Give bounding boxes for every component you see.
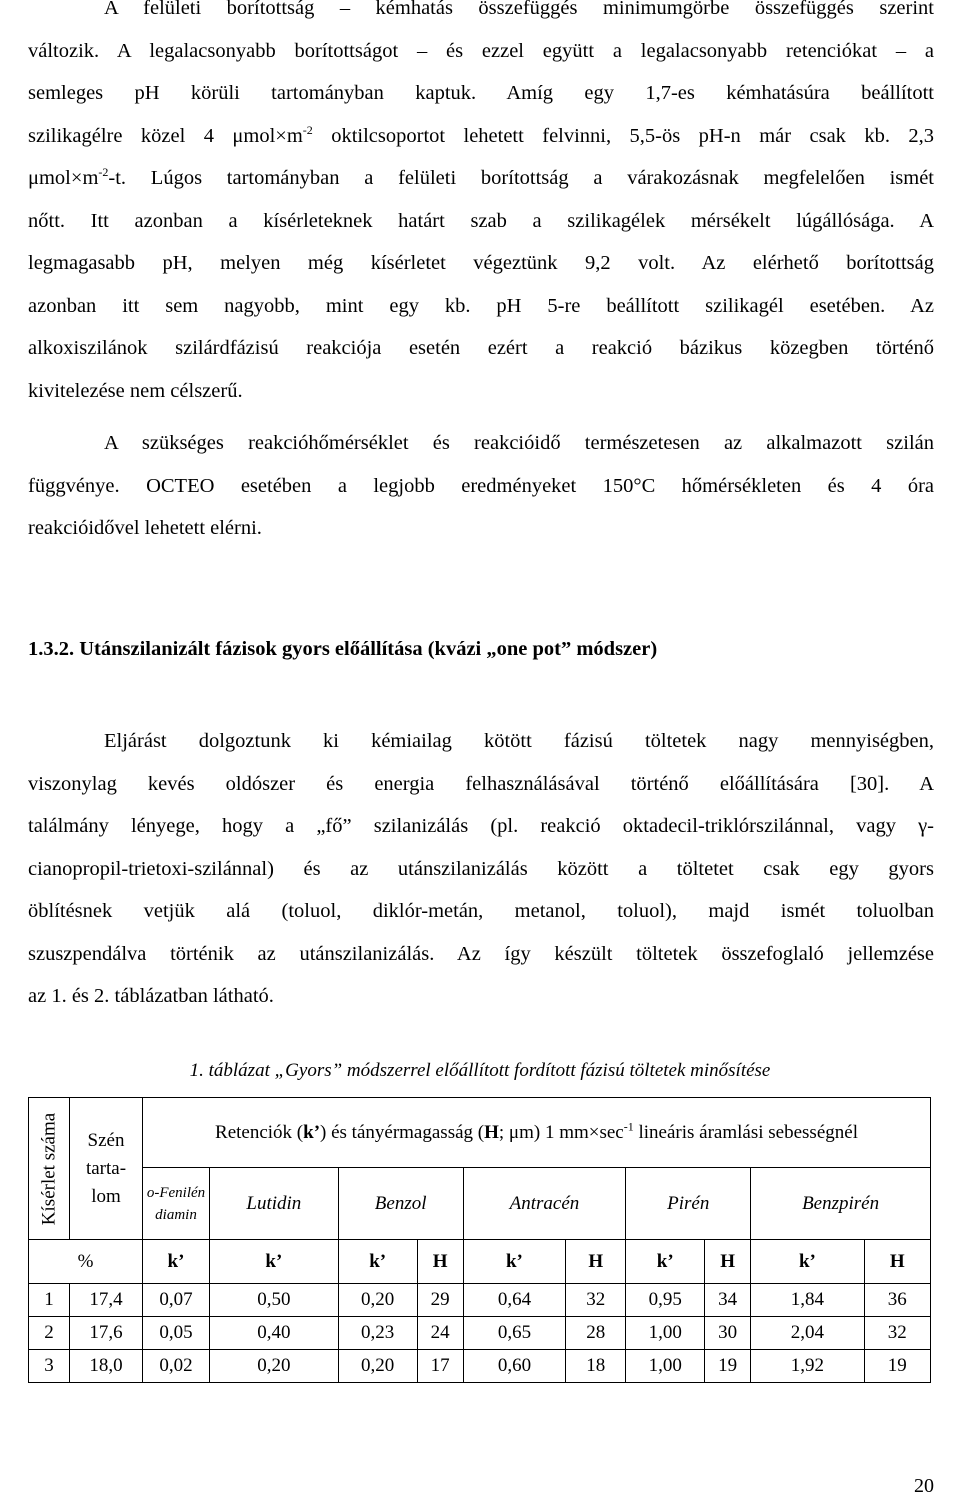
- para3-line: szuszpendálva történik az utánszilanizálás. Az így készült töltetek összefoglaló jellemzése: [28, 942, 934, 965]
- unit-header: k’: [751, 1240, 864, 1284]
- experiment-number-header: Kísérlet száma: [29, 1098, 70, 1240]
- table-cell: 19: [705, 1350, 751, 1383]
- table-row: [29, 1317, 931, 1350]
- section-heading: 1.3.2. Utánszilanizált fázisok gyors előállítása (kvázi „one pot” módszer): [28, 638, 658, 660]
- para2-line: függvénye. OCTEO esetében a legjobb eredményeket 150°C hőmérsékleten és 4 óra: [28, 474, 934, 497]
- paragraph-3: [28, 720, 934, 1018]
- table-cell: 32: [864, 1317, 930, 1350]
- unit-header: k’: [626, 1240, 705, 1284]
- table-cell: 0,20: [338, 1284, 417, 1317]
- table-cell: 0,40: [210, 1317, 339, 1350]
- para3-line: az 1. és 2. táblázatban látható.: [28, 985, 274, 1007]
- compound-header: Antracén: [463, 1168, 626, 1240]
- para1-line: semleges pH körüli tartományban kaptuk. Amíg egy 1,7-es kémhatásúra beállított: [28, 82, 934, 104]
- table-cell: 2,04: [751, 1317, 864, 1350]
- table-cell: 0,07: [143, 1284, 210, 1317]
- table-cell: 0,60: [463, 1350, 566, 1383]
- results-table: [28, 1097, 931, 1383]
- unit-header: H: [566, 1240, 626, 1284]
- table-cell: 0,64: [463, 1284, 566, 1317]
- page-number: 20: [914, 1475, 934, 1497]
- para1-line: legmagasabb pH, melyen még kísérletet végeztünk 9,2 volt. Az elérhető borítottság: [28, 252, 934, 274]
- paragraph-1: [28, 0, 934, 412]
- para1-line: A felületi borítottság – kémhatás összefüggés minimumgörbe összefüggés szerint: [104, 0, 934, 19]
- table-caption: 1. táblázat „Gyors” módszerrel előállított fordított fázisú töltetek minősítése: [189, 1060, 771, 1081]
- compound-header: Benzpirén: [751, 1168, 931, 1240]
- table-cell: 0,23: [338, 1317, 417, 1350]
- table-cell: 29: [417, 1284, 463, 1317]
- table-cell: 34: [705, 1284, 751, 1317]
- table-cell: 1,92: [751, 1350, 864, 1383]
- table-cell: 30: [705, 1317, 751, 1350]
- table-cell: 17,4: [70, 1284, 143, 1317]
- unit-header: H: [864, 1240, 930, 1284]
- unit-header: H: [705, 1240, 751, 1284]
- unit-header: k’: [338, 1240, 417, 1284]
- para1-line: azonban itt sem nagyobb, mint egy kb. pH 5-re beállított szilikagél esetében. Az: [28, 294, 934, 317]
- unit-header: k’: [210, 1240, 339, 1284]
- para3-line: viszonylag kevés oldószer és energia felhasználásával történő előállítására [30]. A: [28, 772, 934, 795]
- table-cell: 18: [566, 1350, 626, 1383]
- para1-line: alkoxiszilánok szilárdfázisú reakciója esetén ezért a reakció bázikus közegben történő: [28, 337, 934, 359]
- table-cell: 0,02: [143, 1350, 210, 1383]
- table-cell: 1: [29, 1284, 70, 1317]
- unit-header: k’: [143, 1240, 210, 1284]
- table-cell: 1,00: [626, 1317, 705, 1350]
- para1-line: nőtt. Itt azonban a kísérleteknek határt szab a szilikagélek mérsékelt lúgállósága. A: [28, 209, 934, 232]
- table-cell: 28: [566, 1317, 626, 1350]
- para1-line: kivitelezése nem célszerű.: [28, 379, 243, 402]
- para3-line: cianopropil-trietoxi-szilánnal) és az utánszilanizálás között a töltetet csak egy gyors: [28, 857, 934, 880]
- table-cell: 0,65: [463, 1317, 566, 1350]
- compound-header: Benzol: [338, 1168, 463, 1240]
- table-cell: 32: [566, 1284, 626, 1317]
- table-cell: 36: [864, 1284, 930, 1317]
- table-cell: 24: [417, 1317, 463, 1350]
- retention-header: Retenciók (k’) és tányérmagasság (H; μm) 1 $mm\times\sec^{-1}$ lineáris áramlási sebességnél: [143, 1098, 931, 1168]
- table-cell: 1,84: [751, 1284, 864, 1317]
- para3-line: Eljárást dolgoztunk ki kémiailag kötött fázisú töltetek nagy mennyiségben,: [104, 730, 934, 752]
- carbon-content-header: Szén tarta-lom: [70, 1098, 143, 1240]
- unit-header: k’: [463, 1240, 566, 1284]
- table-cell: 17,6: [70, 1317, 143, 1350]
- para3-line: öblítésnek vetjük alá (toluol, diklór-metán, metanol, toluol), majd ismét toluolban: [28, 900, 934, 922]
- para3-line: találmány lényege, hogy a „fő” szilanizálás (pl. reakció oktadecil-triklórszilánnal, vagy γ-: [28, 815, 934, 837]
- table-cell: 0,20: [338, 1350, 417, 1383]
- para1-line: változik. A legalacsonyabb borítottságot – és ezzel együtt a legalacsonyabb retenciókat – a: [28, 39, 934, 62]
- para2-line: A szükséges reakcióhőmérséklet és reakcióidő természetesen az alkalmazott szilán: [104, 432, 934, 454]
- table-cell: 3: [29, 1350, 70, 1383]
- compound-header: Pirén: [626, 1168, 751, 1240]
- table-cell: 0,95: [626, 1284, 705, 1317]
- table-row: [29, 1350, 931, 1383]
- table-cell: 0,05: [143, 1317, 210, 1350]
- para1-line: $\mu mol\times m^{-2}-t$. Lúgos tartományban a felületi borítottság a várakozásnak megfelelően ismét: [28, 165, 934, 189]
- para2-line: reakcióidővel lehetett elérni.: [28, 517, 262, 539]
- table-row: [29, 1284, 931, 1317]
- unit-header: %: [29, 1240, 143, 1284]
- table-cell: 19: [864, 1350, 930, 1383]
- table-cell: 18,0: [70, 1350, 143, 1383]
- para1-line: szilikagélre közel 4 $\mu mol\times m^{-2}$ oktilcsoportot lehetett felvinni, 5,5-ös pH-n már csak kb. 2,3: [28, 122, 934, 147]
- table-cell: 2: [29, 1317, 70, 1350]
- paragraph-2: [28, 422, 934, 550]
- table-cell: 1,00: [626, 1350, 705, 1383]
- compound-header: o-Fenilén diamin: [143, 1168, 210, 1240]
- table-cell: 0,20: [210, 1350, 339, 1383]
- compound-header: Lutidin: [210, 1168, 339, 1240]
- unit-header: H: [417, 1240, 463, 1284]
- table-cell: 0,50: [210, 1284, 339, 1317]
- table-cell: 17: [417, 1350, 463, 1383]
